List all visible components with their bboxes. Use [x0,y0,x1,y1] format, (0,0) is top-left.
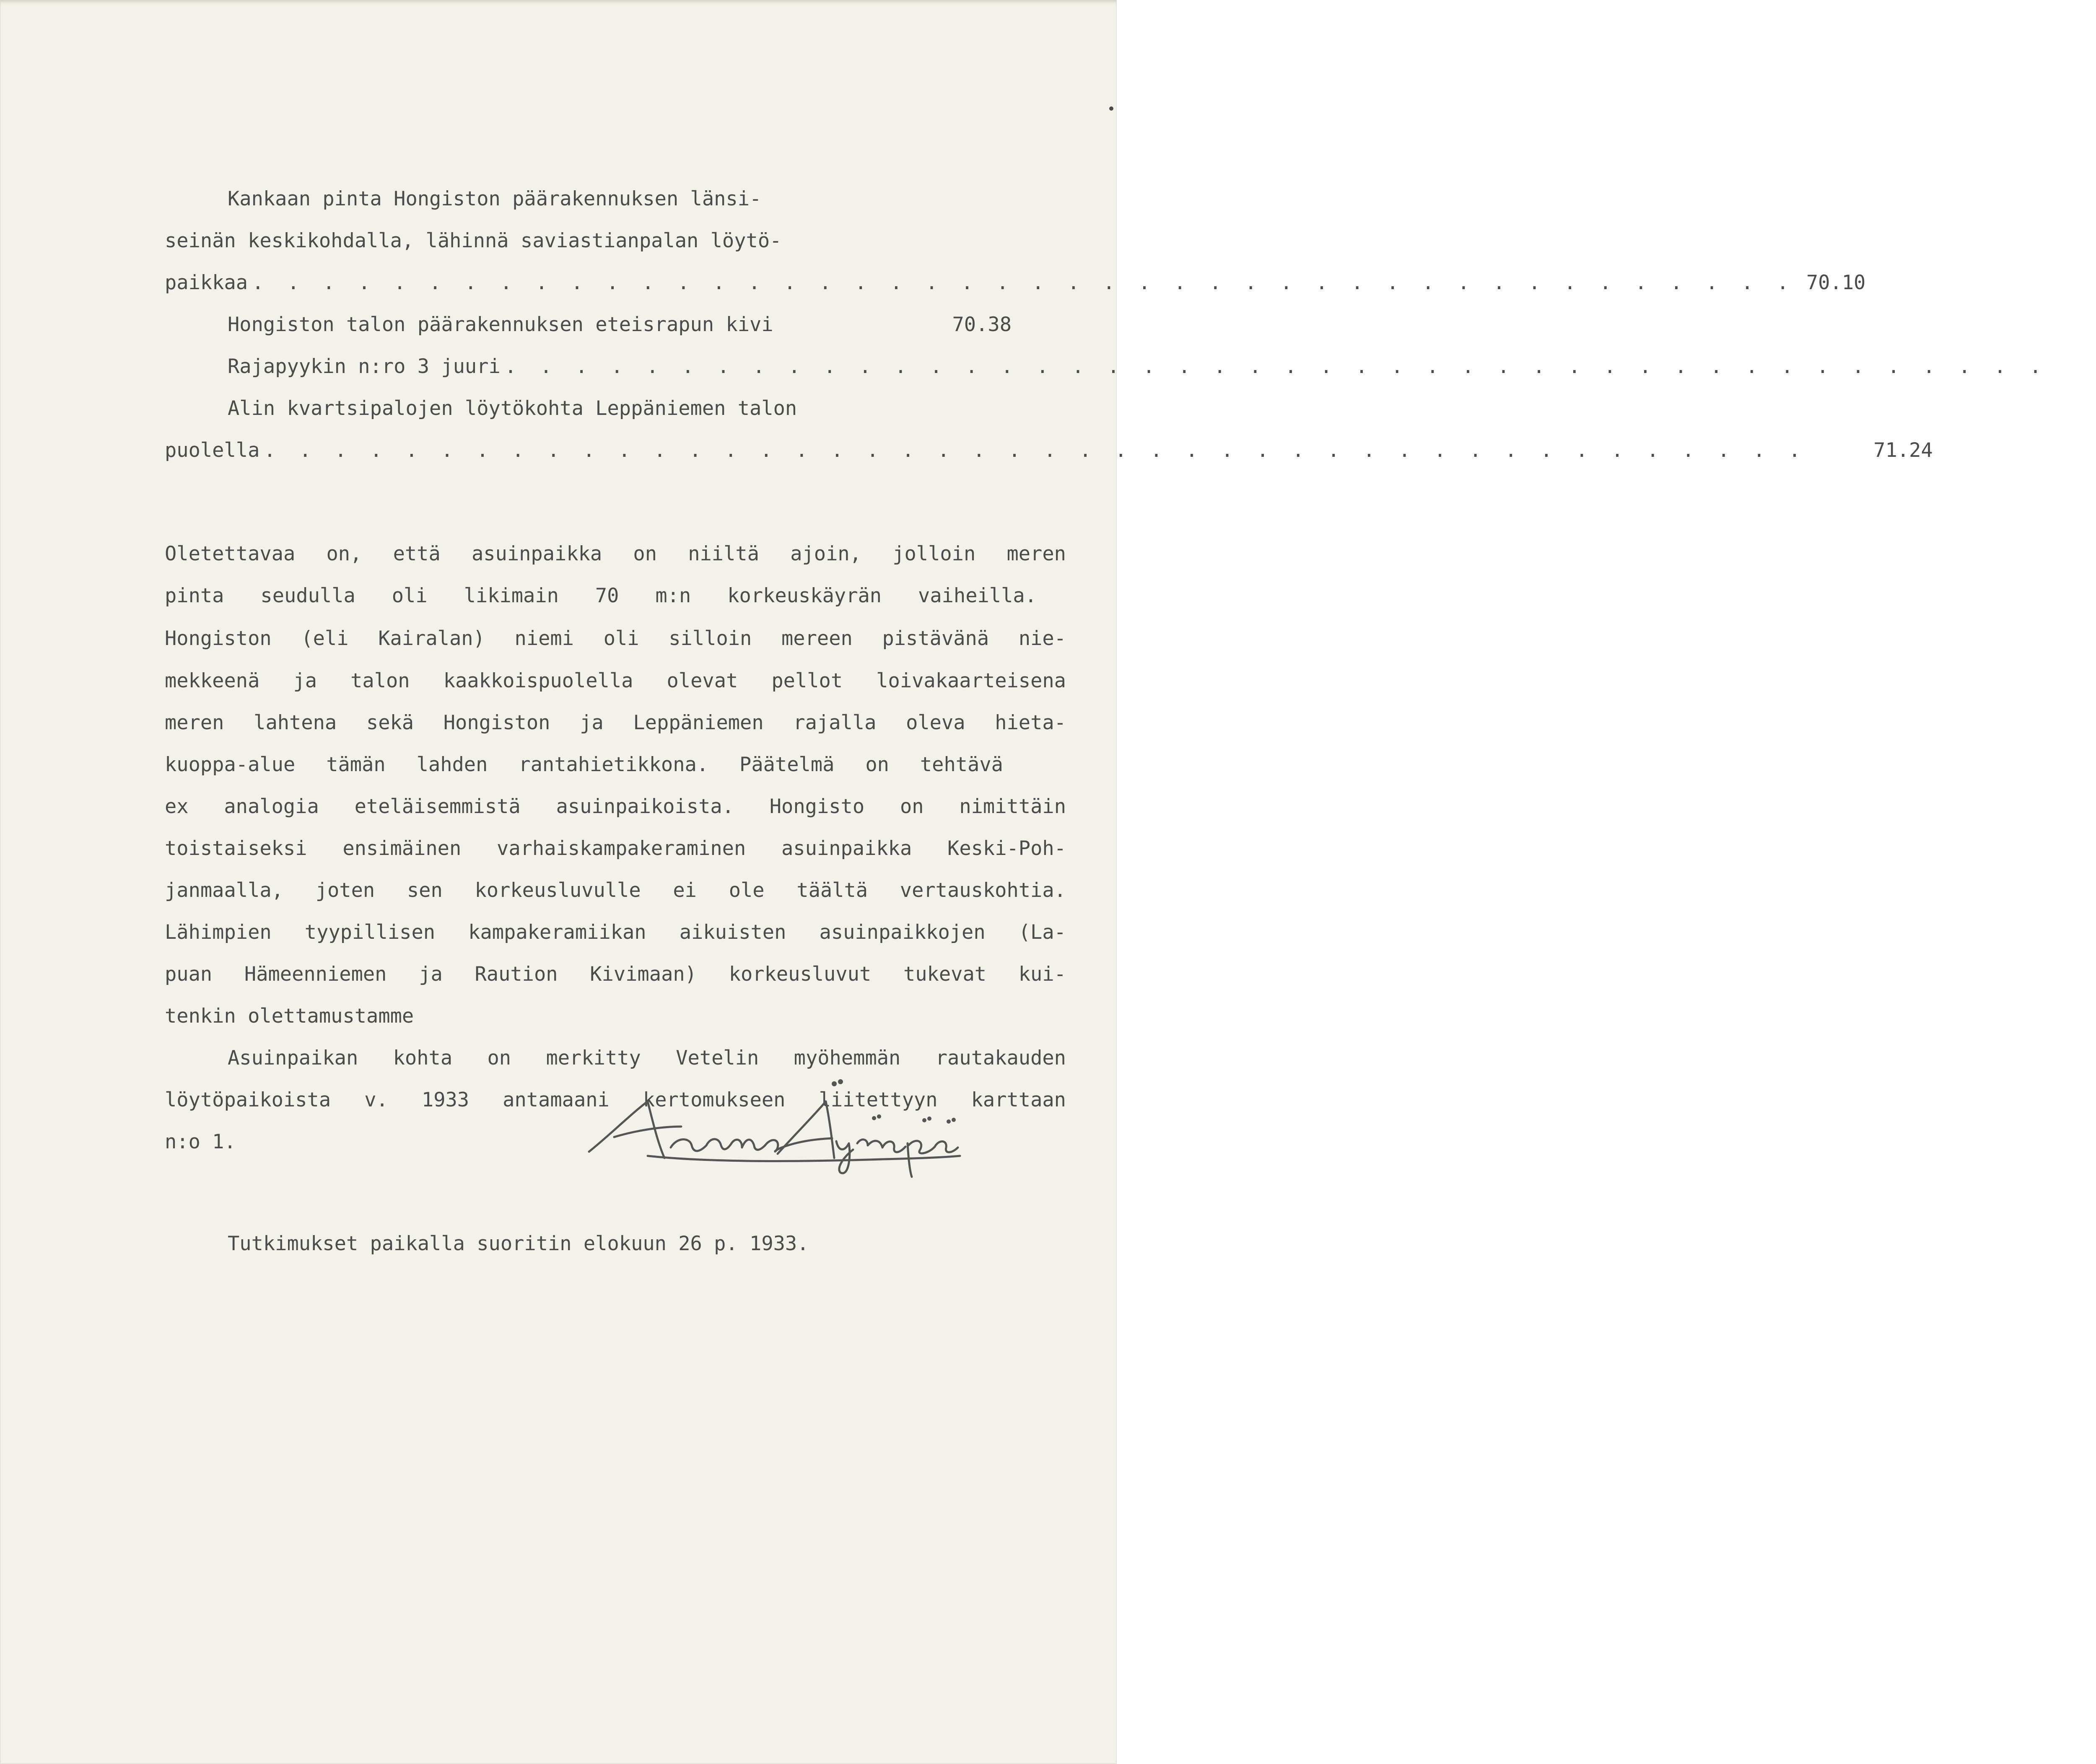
body-line-3: Hongiston (eli Kairalan) niemi oli silloin mereen pistävänä nie- [165,627,1066,650]
leader-dots: . . . . . . . . . . . . . . . . . . . . . . . . . . . . . . . . . . . . . . . . . . . . [264,439,1807,462]
measurement-1-label: paikkaa [165,271,248,294]
location-line-3: n:o 1. [165,1130,236,1153]
body-line-8: toistaiseksi ensimäinen varhaiskampakeraminen asuinpaikka Keski-Poh- [165,837,1066,860]
body-line-9: janmaalla, joten sen korkeusluvulle ei ole täältä vertauskohtia. [165,879,1066,902]
body-line-11: puan Hämeenniemen ja Raution Kivimaan) korkeusluvut tukevat kui- [165,963,1066,986]
measurement-4-row [165,439,1933,462]
measurement-3-row [228,355,2047,378]
body-line-5: meren lahtena sekä Hongiston ja Leppäniemen rajalla oleva hieta- [165,711,1066,734]
location-line-1: Asuinpaikan kohta on merkitty Vetelin myöhemmän rautakauden [228,1046,1066,1070]
measurement-3-label: Rajapyykin n:ro 3 juuri [228,355,501,378]
margin-dot [1109,106,1113,111]
handwritten-signature [581,1068,968,1173]
measurement-1-row [165,271,1866,294]
measurement-1-line-2: seinän keskikohdalla, lähinnä saviastianpalan löytö- [165,229,782,252]
measurement-4-label: puolella [165,439,260,462]
body-line-12: tenkin olettamustamme [165,1005,414,1028]
body-line-7: ex analogia eteläisemmistä asuinpaikoista. Hongisto on nimittäin [165,795,1066,818]
measurement-4-value: 71.24 [1873,439,1933,462]
measurement-1-line-1: Kankaan pinta Hongiston päärakennuksen länsi- [228,187,762,210]
body-line-4: mekkeenä ja talon kaakkoispuolella olevat pellot loivakaarteisena [165,669,1066,692]
measurement-2-label: Hongiston talon päärakennuksen eteisrapun kivi [228,313,773,336]
body-line-1: Oletettavaa on, että asuinpaikka on niiltä ajoin, jolloin meren [165,542,1066,565]
body-line-2: pinta seudulla oli likimain 70 m:n korkeuskäyrän vaiheilla. [165,584,1037,607]
measurement-2-row [228,315,1012,334]
leader-dots: . . . . . . . . . . . . . . . . . . . . . . . . . . . . . . . . . . . . . . . . . . . . [252,271,1795,294]
location-line-2: löytöpaikoista v. 1933 antamaani kertomukseen liitettyyn karttaan [165,1088,1066,1111]
body-line-10: Lähimpien tyypillisen kampakeramiikan aikuisten asuinpaikkojen (La- [165,921,1066,944]
measurement-2-value: 70.38 [952,313,1012,336]
leader-dots: . . . . . . . . . . . . . . . . . . . . . . . . . . . . . . . . . . . . . . . . . . . . [504,355,2047,378]
body-line-6: kuoppa-alue tämän lahden rantahietikkona. Päätelmä on tehtävä [165,753,1003,776]
measurement-1-value: 70.10 [1806,271,1866,294]
scan-edge [0,0,1117,4]
closing-line: Tutkimukset paikalla suoritin elokuun 26 p. 1933. [228,1232,809,1255]
measurement-4-line-1: Alin kvartsipalojen löytökohta Leppäniemen talon [228,397,797,420]
